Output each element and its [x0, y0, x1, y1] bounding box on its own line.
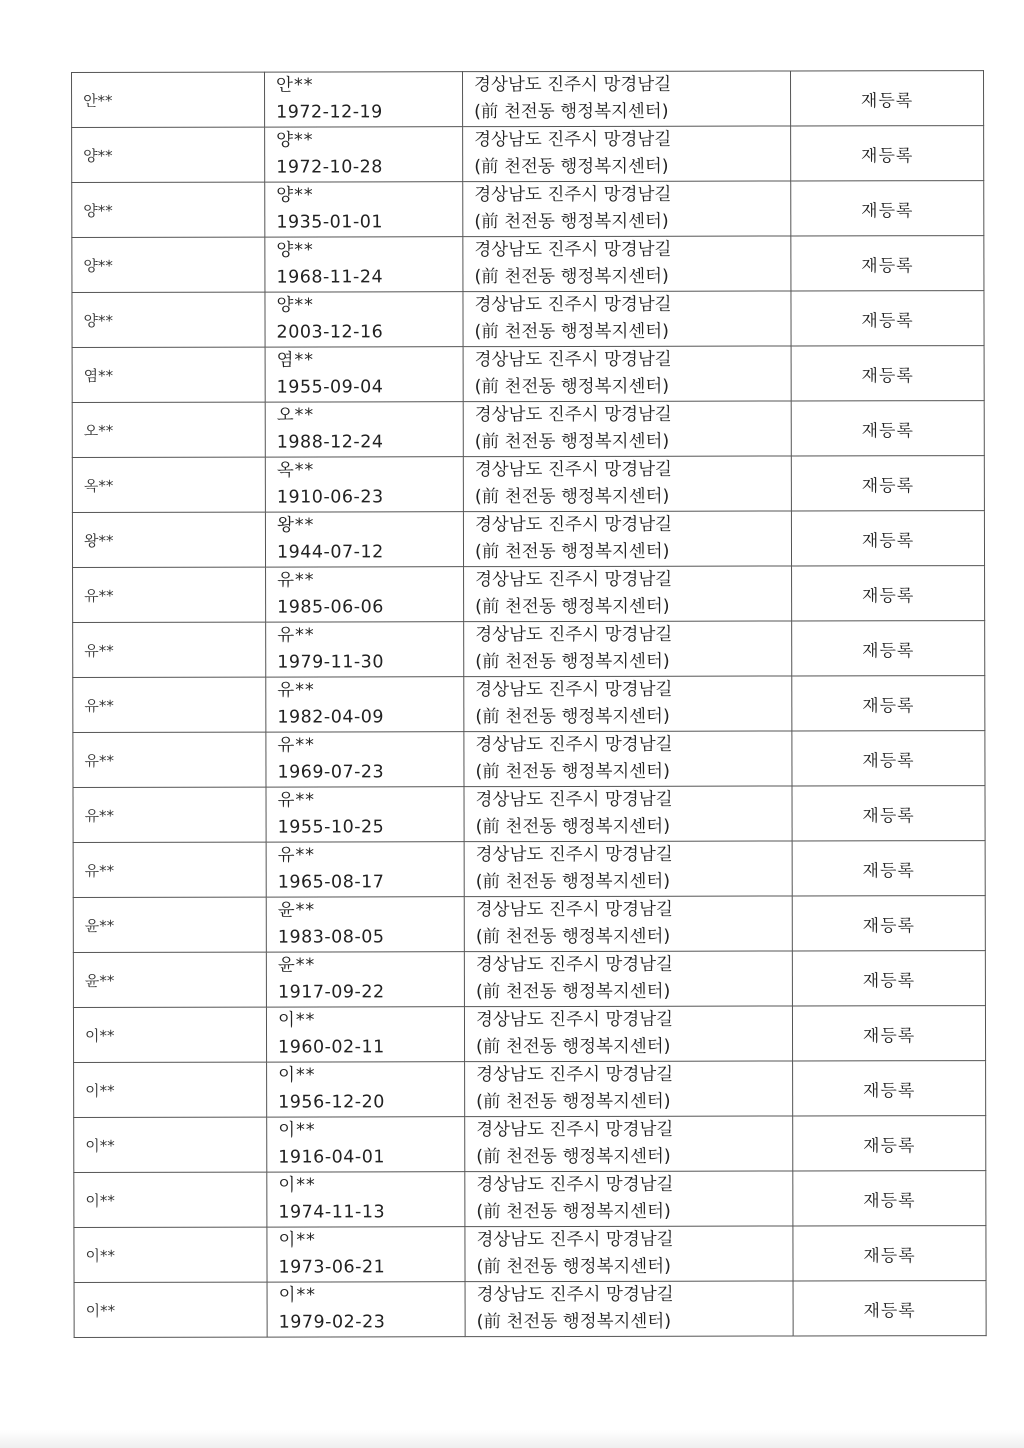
address-line-2: (前 천전동 행정복지센터): [474, 266, 669, 288]
name-text: 염**: [83, 366, 114, 385]
name-cell: [72, 72, 265, 127]
name-text: 이**: [85, 1081, 115, 1100]
address-line-2: (前 천전동 행정복지센터): [476, 1201, 671, 1223]
address-line-2: (前 천전동 행정복지센터): [476, 1146, 671, 1168]
masked-name-text: 유**: [277, 680, 315, 701]
address-cell: [465, 1061, 793, 1117]
name-cell: [72, 127, 265, 182]
status-text: 재등록: [860, 90, 914, 111]
birth-date-text: 1972-12-19: [276, 102, 383, 123]
address-line-2: (前 천전동 행정복지센터): [475, 871, 671, 893]
address-cell: [464, 676, 792, 732]
name-cell: [73, 567, 266, 622]
status-cell: [792, 951, 985, 1006]
status-cell: [791, 511, 984, 566]
name-birth-cell: [267, 1282, 465, 1337]
name-cell: [74, 1062, 267, 1117]
table-row: [72, 236, 984, 293]
address-line-2: (前 천전동 행정복지센터): [476, 1256, 671, 1278]
address-cell: [465, 1226, 793, 1282]
masked-name-text: 유**: [277, 790, 315, 811]
birth-date-text: 1917-09-22: [277, 982, 385, 1003]
name-birth-cell: [265, 72, 463, 127]
name-cell: [72, 512, 265, 567]
birth-date-text: 1969-07-23: [277, 762, 385, 783]
name-text: 이**: [85, 1301, 116, 1320]
masked-name-text: 이**: [278, 1120, 316, 1141]
table-row: [74, 1061, 986, 1118]
name-birth-cell: [265, 512, 463, 567]
table-row: [73, 621, 985, 678]
name-text: 유**: [84, 641, 114, 660]
name-text: 이**: [84, 1026, 115, 1045]
status-text: 재등록: [861, 585, 915, 606]
name-cell: [74, 1282, 267, 1337]
name-text: 윤**: [84, 971, 115, 990]
status-text: 재등록: [862, 640, 915, 661]
address-line-1: 경상남도 진주시 망경남길: [474, 239, 672, 261]
name-cell: [72, 182, 265, 237]
address-cell: [464, 786, 792, 842]
name-cell: [72, 292, 265, 347]
birth-date-text: 1974-11-13: [278, 1202, 386, 1223]
address-line-2: (前 천전동 행정복지센터): [474, 101, 669, 123]
scan-bottom-edge: [0, 1430, 1024, 1448]
name-birth-cell: [267, 1062, 465, 1117]
status-text: 재등록: [862, 915, 915, 936]
address-line-1: 경상남도 진주시 망경남길: [476, 1174, 674, 1196]
address-line-2: (前 천전동 행정복지센터): [475, 651, 670, 673]
name-birth-cell: [265, 182, 463, 237]
name-cell: [73, 1007, 266, 1062]
name-text: 유**: [84, 696, 114, 715]
status-cell: [791, 236, 984, 291]
name-cell: [74, 1117, 267, 1172]
name-birth-cell: [265, 402, 463, 457]
address-line-2: (前 천전동 행정복지센터): [476, 1036, 671, 1058]
status-cell: [792, 1006, 985, 1061]
name-birth-cell: [265, 237, 463, 292]
birth-date-text: 1955-10-25: [277, 817, 385, 838]
address-cell: [463, 181, 791, 237]
address-cell: [463, 291, 791, 347]
address-line-2: (前 천전동 행정복지센터): [474, 211, 669, 233]
table-row: [72, 346, 984, 403]
status-cell: [793, 1061, 986, 1116]
status-text: 재등록: [862, 750, 915, 771]
table-row: [73, 786, 985, 843]
address-cell: [465, 1171, 793, 1227]
status-cell: [792, 841, 985, 896]
address-line-1: 경상남도 진주시 망경남길: [476, 1064, 674, 1086]
birth-date-text: 2003-12-16: [276, 322, 384, 343]
address-cell: [465, 1116, 793, 1172]
masked-name-text: 유**: [277, 845, 316, 866]
masked-name-text: 이**: [278, 1285, 316, 1306]
status-cell: [791, 401, 984, 456]
name-text: 이**: [85, 1191, 115, 1210]
address-line-1: 경상남도 진주시 망경남길: [474, 184, 672, 206]
address-cell: [465, 1281, 793, 1337]
name-text: 양**: [83, 201, 113, 220]
table-row: [72, 126, 984, 183]
status-text: 재등록: [861, 420, 914, 441]
birth-date-text: 1935-01-01: [276, 212, 384, 233]
birth-date-text: 1985-06-06: [277, 597, 384, 618]
status-cell: [792, 786, 985, 841]
birth-date-text: 1960-02-11: [278, 1037, 385, 1058]
status-cell: [791, 346, 984, 401]
status-cell: [791, 456, 984, 511]
name-cell: [72, 457, 265, 512]
name-cell: [73, 622, 266, 677]
name-birth-cell: [265, 292, 463, 347]
address-line-1: 경상남도 진주시 망경남길: [476, 1229, 674, 1251]
name-text: 오**: [83, 421, 114, 440]
address-line-1: 경상남도 진주시 망경남길: [476, 1119, 674, 1141]
address-line-1: 경상남도 진주시 망경남길: [475, 679, 673, 701]
name-cell: [73, 732, 266, 787]
status-text: 재등록: [861, 365, 914, 386]
status-text: 재등록: [861, 310, 914, 331]
name-birth-cell: [266, 787, 464, 842]
name-cell: [73, 952, 266, 1007]
name-text: 양**: [83, 256, 113, 275]
status-text: 재등록: [861, 145, 914, 166]
masked-name-text: 윤**: [277, 900, 316, 921]
name-cell: [72, 237, 265, 292]
status-text: 재등록: [863, 1300, 916, 1321]
address-line-2: (前 천전동 행정복지센터): [474, 486, 670, 508]
name-birth-cell: [266, 567, 464, 622]
address-line-2: (前 천전동 행정복지센터): [475, 926, 671, 948]
masked-name-text: 안**: [276, 75, 314, 96]
name-birth-cell: [267, 1227, 465, 1282]
name-cell: [73, 677, 266, 732]
name-text: 옥**: [83, 476, 114, 495]
address-line-2: (前 천전동 행정복지센터): [475, 981, 671, 1003]
address-cell: [464, 621, 792, 677]
status-text: 재등록: [861, 200, 914, 221]
table-row: [73, 841, 985, 898]
status-cell: [793, 1171, 986, 1226]
table-row: [72, 456, 984, 513]
address-line-1: 경상남도 진주시 망경남길: [475, 734, 673, 756]
registration-table: [71, 70, 987, 1338]
table-row: [72, 71, 984, 128]
table-row: [74, 1226, 986, 1283]
address-cell: [463, 511, 791, 567]
name-cell: [73, 787, 266, 842]
name-birth-cell: [267, 1172, 465, 1227]
masked-name-text: 양**: [276, 295, 314, 316]
table-row: [74, 1171, 986, 1228]
birth-date-text: 1979-02-23: [278, 1312, 386, 1333]
name-text: 유**: [84, 861, 115, 880]
masked-name-text: 유**: [277, 625, 315, 646]
address-line-2: (前 천전동 행정복지센터): [474, 156, 669, 178]
table-row: [73, 896, 985, 953]
name-birth-cell: [266, 732, 464, 787]
masked-name-text: 이**: [277, 1010, 316, 1031]
status-text: 재등록: [862, 695, 915, 716]
status-cell: [792, 896, 985, 951]
address-line-2: (前 천전동 행정복지센터): [476, 1311, 672, 1333]
masked-name-text: 양**: [276, 130, 314, 151]
name-birth-cell: [265, 347, 463, 402]
name-birth-cell: [266, 842, 464, 897]
status-cell: [791, 126, 984, 181]
name-birth-cell: [265, 127, 463, 182]
masked-name-text: 유**: [277, 570, 315, 591]
status-text: 재등록: [863, 1135, 916, 1156]
status-text: 재등록: [862, 805, 915, 826]
masked-name-text: 이**: [278, 1175, 316, 1196]
birth-date-text: 1972-10-28: [276, 157, 383, 178]
masked-name-text: 윤**: [277, 955, 316, 976]
birth-date-text: 1979-11-30: [277, 652, 384, 673]
name-text: 윤**: [84, 916, 115, 935]
status-cell: [790, 71, 983, 126]
masked-name-text: 이**: [278, 1230, 316, 1251]
address-line-1: 경상남도 진주시 망경남길: [474, 514, 673, 536]
address-line-2: (前 천전동 행정복지센터): [474, 541, 670, 563]
name-text: 양**: [83, 311, 114, 330]
status-cell: [793, 1281, 986, 1336]
address-line-2: (前 천전동 행정복지센터): [475, 596, 670, 618]
address-cell: [463, 126, 791, 182]
status-cell: [792, 676, 985, 731]
status-text: 재등록: [862, 970, 916, 991]
address-cell: [464, 841, 792, 897]
table-row: [73, 731, 985, 788]
birth-date-text: 1965-08-17: [277, 872, 385, 893]
name-text: 안**: [83, 91, 113, 110]
status-cell: [792, 621, 985, 676]
address-cell: [463, 401, 791, 457]
status-text: 재등록: [861, 530, 915, 551]
table-row: [73, 676, 985, 733]
address-line-1: 경상남도 진주시 망경남길: [475, 789, 673, 811]
table-row: [73, 1006, 985, 1063]
birth-date-text: 1944-07-12: [276, 542, 384, 563]
table-row: [72, 511, 984, 568]
name-birth-cell: [266, 952, 464, 1007]
table-body: [72, 71, 987, 1338]
status-text: 재등록: [863, 1190, 916, 1211]
name-cell: [72, 347, 265, 402]
status-text: 재등록: [862, 1025, 916, 1046]
birth-date-text: 1968-11-24: [276, 267, 384, 288]
status-cell: [793, 1116, 986, 1171]
status-cell: [791, 291, 984, 346]
name-birth-cell: [266, 622, 464, 677]
address-line-2: (前 천전동 행정복지센터): [475, 816, 671, 838]
status-text: 재등록: [862, 1080, 916, 1101]
status-text: 재등록: [861, 475, 915, 496]
birth-date-text: 1988-12-24: [276, 432, 384, 453]
masked-name-text: 양**: [276, 240, 314, 261]
name-birth-cell: [266, 1007, 464, 1062]
birth-date-text: 1982-04-09: [277, 707, 385, 728]
birth-date-text: 1955-09-04: [276, 377, 384, 398]
address-cell: [463, 71, 791, 127]
name-text: 유**: [84, 586, 114, 605]
name-birth-cell: [266, 897, 464, 952]
name-birth-cell: [267, 1117, 465, 1172]
address-cell: [463, 236, 791, 292]
address-line-1: 경상남도 진주시 망경남길: [475, 624, 673, 646]
name-text: 유**: [84, 751, 114, 770]
address-line-2: (前 천전동 행정복지센터): [474, 431, 670, 453]
masked-name-text: 유**: [277, 735, 315, 756]
address-cell: [464, 951, 792, 1007]
name-text: 이**: [85, 1136, 115, 1155]
address-line-2: (前 천전동 행정복지센터): [474, 321, 670, 343]
name-text: 왕**: [83, 531, 114, 550]
address-line-2: (前 천전동 행정복지센터): [475, 706, 670, 728]
masked-name-text: 왕**: [276, 515, 315, 536]
status-cell: [791, 181, 984, 236]
name-text: 이**: [85, 1246, 115, 1265]
birth-date-text: 1983-08-05: [277, 927, 385, 948]
address-cell: [464, 1006, 792, 1062]
table-row: [73, 951, 985, 1008]
birth-date-text: 1956-12-20: [278, 1092, 385, 1113]
address-line-1: 경상남도 진주시 망경남길: [475, 569, 673, 591]
birth-date-text: 1973-06-21: [278, 1257, 386, 1278]
name-cell: [74, 1227, 267, 1282]
address-line-1: 경상남도 진주시 망경남길: [474, 129, 672, 151]
address-line-1: 경상남도 진주시 망경남길: [474, 349, 672, 371]
name-cell: [73, 842, 266, 897]
status-text: 재등록: [862, 860, 915, 881]
address-line-2: (前 천전동 행정복지센터): [474, 376, 670, 398]
address-line-2: (前 천전동 행정복지센터): [476, 1091, 671, 1113]
masked-name-text: 옥**: [276, 460, 315, 481]
address-cell: [464, 731, 792, 787]
status-cell: [792, 566, 985, 621]
name-birth-cell: [265, 457, 463, 512]
address-cell: [464, 566, 792, 622]
name-text: 양**: [83, 146, 113, 165]
address-line-1: 경상남도 진주시 망경남길: [474, 74, 672, 96]
status-text: 재등록: [861, 255, 914, 276]
birth-date-text: 1910-06-23: [276, 487, 384, 508]
name-text: 유**: [84, 806, 115, 825]
status-cell: [792, 731, 985, 786]
table-row: [72, 181, 984, 238]
address-line-1: 경상남도 진주시 망경남길: [475, 899, 673, 921]
masked-name-text: 양**: [276, 185, 314, 206]
name-cell: [73, 897, 266, 952]
address-line-1: 경상남도 진주시 망경남길: [474, 404, 672, 426]
address-line-1: 경상남도 진주시 망경남길: [474, 459, 672, 481]
masked-name-text: 염**: [276, 350, 315, 371]
address-line-1: 경상남도 진주시 망경남길: [476, 1284, 674, 1306]
masked-name-text: 이**: [278, 1065, 316, 1086]
address-cell: [463, 456, 791, 512]
table-row: [74, 1281, 986, 1338]
birth-date-text: 1916-04-01: [278, 1147, 385, 1168]
table-row: [72, 291, 984, 348]
status-cell: [793, 1226, 986, 1281]
address-cell: [463, 346, 791, 402]
name-birth-cell: [266, 677, 464, 732]
address-line-1: 경상남도 진주시 망경남길: [475, 1009, 674, 1031]
name-cell: [72, 402, 265, 457]
address-line-1: 경상남도 진주시 망경남길: [475, 954, 673, 976]
table-row: [74, 1116, 986, 1173]
masked-name-text: 오**: [276, 405, 315, 426]
status-text: 재등록: [863, 1245, 916, 1266]
table-row: [72, 401, 984, 458]
address-line-2: (前 천전동 행정복지센터): [475, 761, 670, 783]
name-cell: [74, 1172, 267, 1227]
address-line-1: 경상남도 진주시 망경남길: [474, 294, 672, 316]
address-line-1: 경상남도 진주시 망경남길: [475, 844, 673, 866]
address-cell: [464, 896, 792, 952]
table-row: [73, 566, 985, 623]
